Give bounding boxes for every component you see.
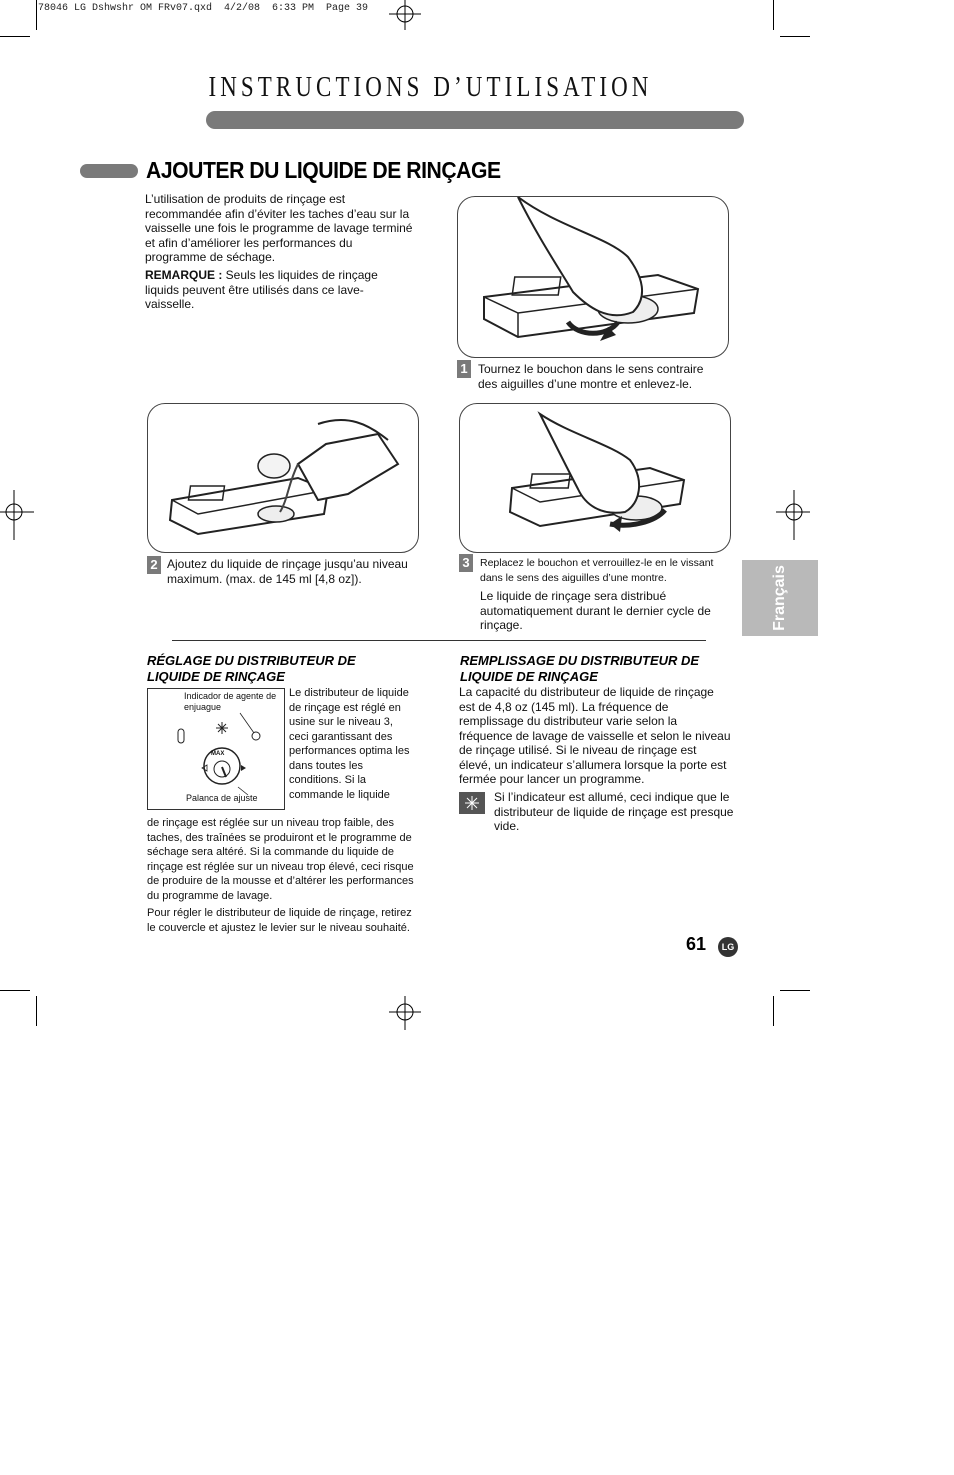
dial-max-label: MAX <box>211 751 225 757</box>
crop-mark <box>36 0 37 30</box>
diagram-label-lever: Palanca de ajuste <box>186 793 258 803</box>
section-divider <box>172 640 706 641</box>
crop-mark <box>0 36 30 37</box>
lg-logo-icon: LG <box>718 937 738 957</box>
language-tab-label-wrap <box>742 560 818 636</box>
registration-mark-icon <box>0 490 34 540</box>
adjust-paragraph-rest: de rinçage est réglée sur un niveau trop faible, des taches, des traînées se produiront et le programme de séchage sera altéré. Si la commande du liquide de rinçage est réglée sur un niveau trop élevé, ceci risque de produire de la mousse et d’altérer les performances du programme de lavage. <box>147 817 414 902</box>
step-caption: Replacez le bouchon et verrouillez-le en le vissant dans le sens des aiguilles d’une montre. <box>480 557 714 584</box>
crop-mark <box>0 990 30 991</box>
adjust-paragraph-2: Pour régler le distributeur de liquide de rinçage, retirez le couvercle et ajustez le levier sur le niveau souhaité. <box>147 907 412 934</box>
step-3-illustration <box>459 403 731 553</box>
adjust-subtitle: RÉGLAGE DU DISTRIBUTEUR DE LIQUIDE DE RINÇAGE <box>147 653 356 684</box>
registration-mark-icon <box>385 996 425 1030</box>
dispenser-cap-lock-icon <box>460 404 730 552</box>
sparkle-icon <box>459 792 485 814</box>
adjust-paragraph-wrap: Le distributeur de liquide de rinçage est réglé en usine sur le niveau 3, ceci garantissant des performances optima les dans toutes les conditions. Si la commande le liquide <box>289 687 410 801</box>
header-bar <box>206 111 744 129</box>
step-number: 3 <box>459 554 473 572</box>
crop-mark <box>773 996 774 1026</box>
note-label: REMARQUE : <box>145 268 223 282</box>
dispenser-cap-turn-icon <box>458 197 728 357</box>
language-tab-label: Français <box>771 565 788 631</box>
step-caption: Ajoutez du liquide de rinçage jusqu’au niveau maximum. (max. de 145 ml [4,8 oz]). <box>167 557 408 586</box>
refill-paragraph: La capacité du distributeur de liquide de rinçage est de 4,8 oz (145 ml). La fréquence de remplissage du distributeur varie selon la fréquence de lavage de vaisselle et selon le niveau de rinçage utilisé. Si le niveau de rinçage est élevé, un indicateur s’allumera lorsque la porte est fermée pour lancer un programme. <box>459 685 731 786</box>
section-pill <box>80 164 138 178</box>
section-title: AJOUTER DU LIQUIDE DE RINÇAGE <box>146 157 501 183</box>
crop-mark <box>780 990 810 991</box>
crop-mark <box>780 36 810 37</box>
crop-mark <box>36 996 37 1026</box>
intro-text: L’utilisation de produits de rinçage est recommandée afin d’éviter les taches d’eau sur la vaisselle une fois le programme de lavage terminé et afin d’améliorer les performances du programme de séchage. <box>145 192 413 264</box>
refill-subtitle: REMPLISSAGE DU DISTRIBUTEUR DE LIQUIDE DE RINÇAGE <box>460 653 700 684</box>
step-1-illustration <box>457 196 729 358</box>
indicator-text: Si l’indicateur est allumé, ceci indique que le distributeur de liquide de rinçage est presque vide. <box>494 790 734 833</box>
step-extra-text: Le liquide de rinçage sera distribué automatiquement durant le dernier cycle de rinçage. <box>480 589 711 632</box>
rinse-indicator-icon <box>459 792 485 814</box>
page-number: 61 <box>686 934 707 954</box>
diagram-label-indicator: Indicador de agente de enjuague <box>184 691 277 712</box>
note <box>145 268 395 312</box>
step-caption: Tournez le bouchon dans le sens contraire des aiguilles d’une montre et enlevez-le. <box>478 362 704 391</box>
crop-mark <box>773 0 774 30</box>
page-header-title: INSTRUCTIONS D’UTILISATION <box>208 72 653 103</box>
language-tab[interactable] <box>742 560 818 636</box>
print-slug: 78046 LG Dshwshr OM FRv07.qxd 4/2/08 6:33 PM Page 39 <box>38 3 369 14</box>
registration-mark-icon <box>385 0 425 30</box>
step-number: 2 <box>147 556 161 574</box>
note-text: Seuls les liquides de rinçage liquids peuvent être utilisés dans ce lave-vaisselle. <box>145 268 378 311</box>
pour-rinse-aid-icon <box>148 404 418 552</box>
step-2-illustration <box>147 403 419 553</box>
adjust-diagram <box>147 688 285 810</box>
registration-mark-icon <box>776 490 810 540</box>
step-number: 1 <box>457 360 471 378</box>
